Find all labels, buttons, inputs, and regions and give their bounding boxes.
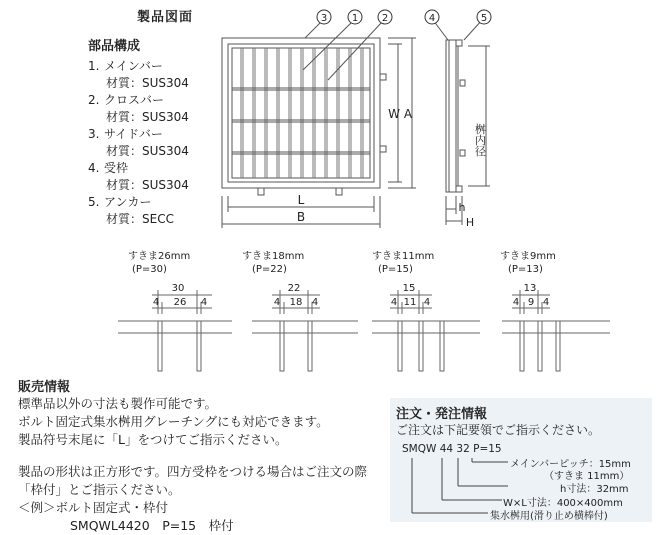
gap-details bbox=[0, 250, 660, 372]
dim-L: L bbox=[297, 193, 305, 207]
gap-a: 4 bbox=[152, 297, 160, 308]
order-label: メインバーピッチ：15mm bbox=[510, 459, 631, 470]
gap-p: 30 bbox=[171, 283, 185, 294]
dim-h: h bbox=[458, 201, 466, 214]
sales-line: ボルト固定式集水桝用グレーチングにも対応できます。 bbox=[18, 414, 329, 429]
sales-line: 「枠付」とご指示ください。 bbox=[18, 482, 181, 497]
parts-heading: 部品構成 bbox=[88, 39, 141, 54]
gap-b: 9 bbox=[527, 297, 535, 308]
order-label: 集水桝用(滑り止め横棒付) bbox=[490, 511, 608, 522]
dim-B: B bbox=[296, 210, 306, 224]
sales-line: 標準品以外の寸法も製作可能です。 bbox=[18, 396, 218, 411]
gap-p: 13 bbox=[523, 283, 537, 294]
gap-title: すきま26mm bbox=[128, 251, 191, 262]
gap-pitch: (P=22) bbox=[252, 264, 287, 275]
dim-H: H bbox=[465, 216, 475, 229]
callout-1: 1 bbox=[351, 13, 359, 24]
gap-a: 4 bbox=[273, 297, 281, 308]
gap-pitch: (P=30) bbox=[132, 264, 167, 275]
callout-4: 4 bbox=[428, 13, 436, 24]
gap-b: 11 bbox=[403, 297, 417, 308]
gap-c: 4 bbox=[542, 297, 550, 308]
gap-c: 4 bbox=[311, 297, 319, 308]
gap-c: 4 bbox=[423, 297, 431, 308]
order-heading: 注文・発注情報 bbox=[396, 407, 488, 422]
order-label: h寸法：32mm bbox=[560, 484, 629, 495]
gap-b: 18 bbox=[289, 297, 303, 308]
gap-pitch: (P=15) bbox=[378, 264, 413, 275]
gap-c: 4 bbox=[200, 297, 208, 308]
drawing-title: 製品図面 bbox=[137, 10, 194, 25]
part-material: 材質：SUS304 bbox=[106, 144, 189, 158]
part-material: 材質：SUS304 bbox=[106, 178, 189, 192]
sales-line: 製品の形状は正方形です。四方受枠をつける場合はご注文の際 bbox=[18, 464, 368, 479]
gap-title: すきま11mm bbox=[372, 251, 435, 262]
part-item: 1. メインバー bbox=[88, 59, 163, 73]
grating-drawing bbox=[0, 0, 660, 250]
gap-a: 4 bbox=[390, 297, 398, 308]
callout-5: 5 bbox=[480, 13, 488, 24]
gap-title: すきま9mm bbox=[500, 251, 556, 262]
part-item: 4. 受枠 bbox=[88, 161, 129, 175]
gap-b: 26 bbox=[173, 297, 187, 308]
order-box bbox=[390, 398, 652, 522]
part-material: 材質：SUS304 bbox=[106, 76, 189, 90]
dim-inner: 桝内径 bbox=[473, 123, 487, 157]
part-item: 5. アンカー bbox=[88, 195, 152, 209]
order-code: SMQW 44 32 P=15 bbox=[402, 443, 502, 455]
callout-2: 2 bbox=[381, 13, 389, 24]
dim-A: A bbox=[403, 107, 413, 121]
sales-line: 製品符号末尾に「L」をつけてご指示ください。 bbox=[18, 432, 288, 447]
order-label: （すきま 11mm） bbox=[544, 471, 630, 482]
part-material: 材質：SUS304 bbox=[106, 110, 189, 124]
order-label: W×L寸法：400×400mm bbox=[503, 498, 623, 509]
gap-p: 22 bbox=[287, 283, 301, 294]
part-material: 材質：SECC bbox=[106, 212, 174, 226]
order-sub: ご注文は下記要領でご指示ください。 bbox=[396, 423, 601, 437]
sales-heading: 販売情報 bbox=[18, 380, 71, 395]
part-item: 2. クロスバー bbox=[88, 93, 165, 107]
sales-line: ＜例＞ボルト固定式・枠付 bbox=[18, 500, 169, 515]
gap-p: 15 bbox=[402, 283, 416, 294]
sales-line: SMQWL4420 P=15 枠付 bbox=[70, 518, 234, 533]
part-item: 3. サイドバー bbox=[88, 127, 163, 141]
callout-3: 3 bbox=[320, 13, 328, 24]
gap-pitch: (P=13) bbox=[508, 264, 543, 275]
dim-W: W bbox=[388, 107, 400, 121]
gap-title: すきま18mm bbox=[242, 251, 305, 262]
gap-a: 4 bbox=[512, 297, 520, 308]
sales-section bbox=[18, 376, 388, 535]
